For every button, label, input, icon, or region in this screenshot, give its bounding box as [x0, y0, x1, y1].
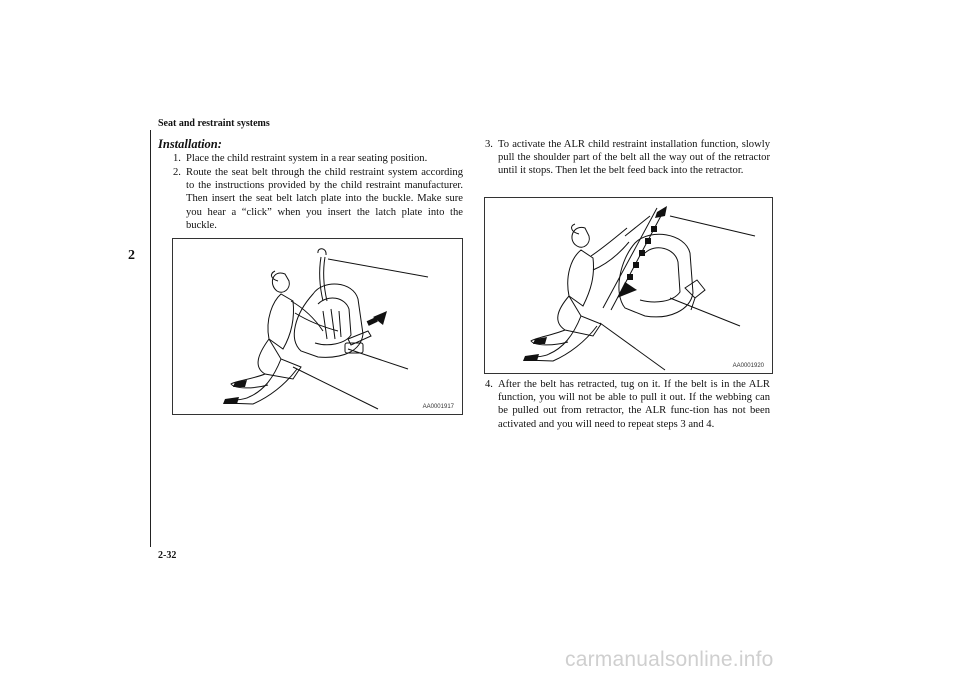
figure-alr-activation — [484, 197, 773, 374]
step-number: 2. — [173, 167, 181, 178]
step-3 — [485, 138, 770, 178]
step-2 — [173, 166, 463, 232]
step-number: 3. — [485, 139, 493, 150]
step-text: Place the child restraint system in a rear seating position. — [186, 153, 428, 164]
page-header-title: Seat and restraint systems — [158, 118, 270, 129]
illustration-woman-pulling-shoulder-belt — [485, 198, 772, 373]
figure-code: AA0001917 — [422, 404, 454, 410]
step-4 — [485, 378, 770, 431]
step-1 — [173, 152, 463, 165]
figure-belt-latch-installation — [172, 238, 463, 415]
chapter-tab-number: 2 — [128, 248, 135, 263]
step-number: 4. — [485, 379, 493, 390]
chapter-divider-rule — [150, 130, 151, 547]
step-text: After the belt has retracted, tug on it. If the belt is in the ALR function, you will not be able to pull it out. If the webbing can be pulled out from retractor, the ALR func-tion has not been activated and you will need to repeat steps 3 and 4. — [498, 379, 770, 430]
section-heading: Installation: — [158, 137, 222, 151]
step-number: 1. — [173, 153, 181, 164]
watermark-text: carmanualsonline.info — [565, 648, 774, 671]
step-text: Route the seat belt through the child restraint system according to the instructions provided by the child restraint manufacturer. Then insert the seat belt latch plate into the buckle. Make sure you hear a “click” when you insert the latch plate into the buckle. — [186, 167, 463, 231]
figure-code: AA0001920 — [732, 363, 764, 369]
step-text: To activate the ALR child restraint installation function, slowly pull the shoulder part of the belt all the way out of the retractor until it stops. Then let the belt feed back into the retractor. — [498, 139, 770, 177]
page-number: 2-32 — [158, 550, 177, 561]
illustration-woman-installing-child-seat — [173, 239, 462, 414]
